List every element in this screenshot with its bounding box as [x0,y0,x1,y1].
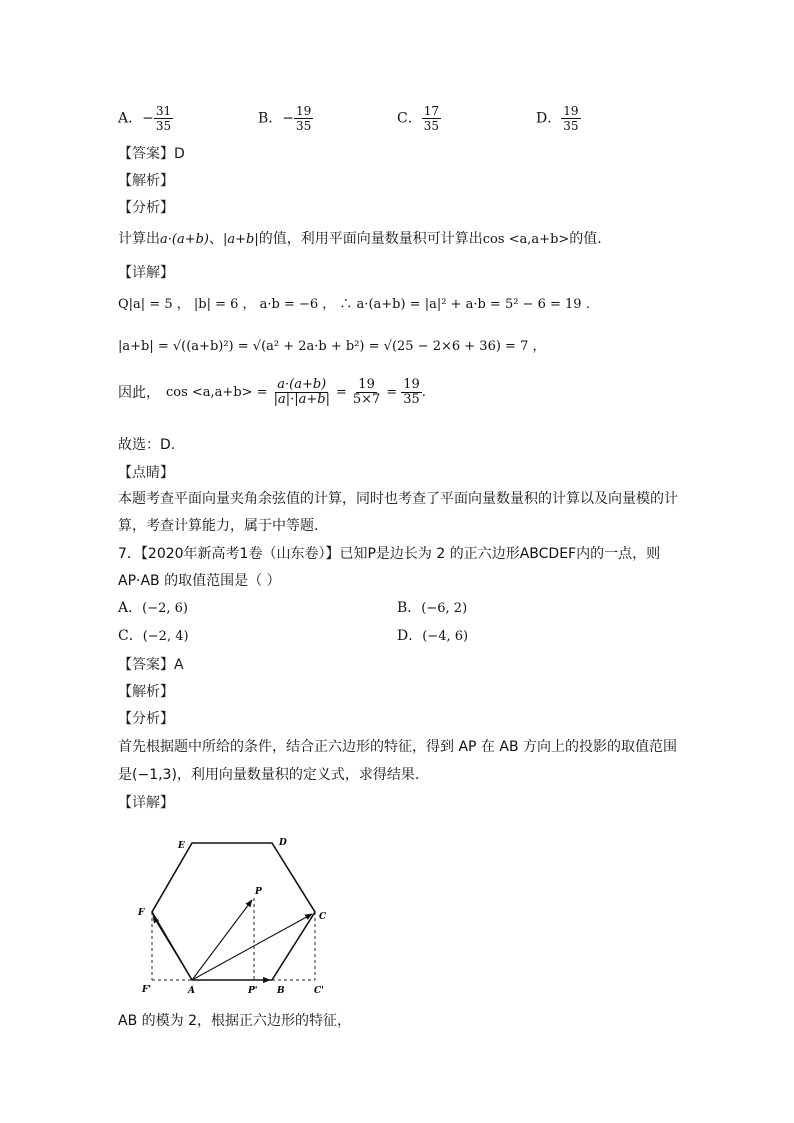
label-e: E [178,841,185,851]
label-c: C [319,912,327,922]
math-expression: cos <a,a+b> = [166,384,268,400]
fenxi-text: 的值. [569,231,602,247]
fraction-denominator: 35 [403,392,420,407]
option-letter: D． [536,110,562,127]
option-sign: − [282,110,295,127]
fraction-denominator: |a|·|a+b| [273,392,330,407]
fenxi-paragraph [118,229,602,250]
comment-text-1: 本题考查平面向量夹角余弦值的计算，同时也考查了平面向量数量积的计算以及向量模的计 [118,491,678,507]
label-d: D [279,838,287,848]
fraction-numerator: 31 [155,104,172,118]
q7-fenxi-label: 【分析】 [118,711,174,727]
fraction-numerator: 19 [296,104,312,118]
label-f: F [138,908,145,918]
option-fraction [154,104,173,133]
label-c-prime: C' [314,986,324,996]
option-letter: D． [397,628,423,644]
q7-analysis-label: 【解析】 [118,684,174,700]
option-b [258,104,313,133]
vector-af [153,916,192,980]
option-letter: A． [118,110,143,127]
option-c [397,104,441,133]
q7-option-a [118,598,188,619]
result-fraction [401,378,422,407]
label-b: B [277,986,285,996]
option-letter: B． [258,110,283,127]
fenxi-text: 的值，利用平面向量数量积可计算出 [258,231,483,247]
separator: 、 [209,231,223,247]
option-letter: B． [397,600,422,616]
label-a: A [188,986,195,996]
q7-option-d [397,626,468,647]
fenxi-text: 计算出 [118,231,160,247]
fenxi-label: 【分析】 [118,200,174,216]
period: . [421,384,426,400]
q7-detail-label: 【详解】 [118,795,174,811]
fraction-numerator: 19 [358,377,375,392]
hexagon-outline [152,843,315,980]
solution-line-2: |a+b| = √((a+b)²) = √(a² + 2a·b + b²) = √(25 − 2×6 + 36) = 7 ， [118,339,546,354]
label-p-prime: P' [248,986,258,996]
q7-stem-line-2: AP·AB 的取值范围是（ ） [118,573,281,589]
q7-fenxi-text-2: 是(−1,3)，利用向量数量积的定义式，求得结果. [118,767,420,783]
fraction-numerator: 17 [423,104,439,118]
label-p: P [255,887,262,897]
fraction-denominator: 35 [423,119,439,133]
hexagon-figure [130,828,350,1003]
q7-answer-label: 【答案】A [118,657,184,673]
vector-ap [192,900,252,980]
value-fraction [351,378,382,407]
fraction-denominator: 5×7 [352,392,381,407]
fraction-denominator: 35 [563,119,579,133]
fraction-denominator: 35 [296,119,312,133]
math-expression: a·(a+b) [160,232,209,247]
line-prefix: 因此， [118,384,160,401]
question-source: 【2020年新高考1卷（山东卷）】 [140,546,340,562]
option-d [536,104,581,133]
option-fraction [422,104,441,133]
option-value: (−4, 6) [422,629,469,644]
fraction-numerator: 19 [403,377,420,392]
fraction-denominator: 35 [155,119,172,133]
comment-text-2: 算，考查计算能力，属于中等题. [118,518,319,534]
option-a [118,104,173,133]
label-f-prime: F' [142,985,152,995]
math-expression: cos <a,a+b> [482,232,570,247]
q7-option-b [397,598,467,619]
option-value: (−2, 4) [142,629,189,644]
q7-last-line: AB 的模为 2，根据正六边形的特征， [118,1013,351,1029]
q7-stem-line-1 [118,544,660,564]
option-letter: C． [397,110,422,127]
option-letter: A． [118,600,143,616]
option-fraction [294,104,313,133]
fraction-numerator: a·(a+b) [277,377,327,392]
detail-label: 【详解】 [118,265,174,281]
comment-label: 【点睛】 [118,465,174,481]
q7-fenxi-text-1: 首先根据题中所给的条件，结合正六边形的特征，得到 AP 在 AB 方向上的投影的取值范围 [118,739,677,755]
equals-sign: = [335,384,347,400]
option-value: (−2, 6) [142,601,188,616]
solution-line-3 [118,378,426,407]
option-fraction [561,104,580,133]
math-expression: |a+b| [223,232,259,247]
analysis-label: 【解析】 [118,173,174,189]
option-sign: − [142,110,154,127]
option-letter: C． [118,628,143,644]
cos-fraction [272,378,332,407]
vector-ac [192,914,312,980]
question-stem: 已知P是边长为 2 的正六边形ABCDEF内的一点，则 [339,546,661,562]
equals-sign: = [386,384,398,400]
answer-label: 【答案】D [118,146,185,162]
solution-line-1: Q|a| = 5 ， |b| = 6 ， a·b = −6 ， ∴ a·(a+b) = |a|² + a·b = 5² − 6 = 19 . [118,297,590,312]
option-value: (−6, 2) [421,601,468,616]
choose-line: 故选：D. [118,437,176,453]
q7-option-c [118,626,189,647]
fraction-numerator: 19 [563,104,579,118]
question-number: 7． [118,546,141,562]
